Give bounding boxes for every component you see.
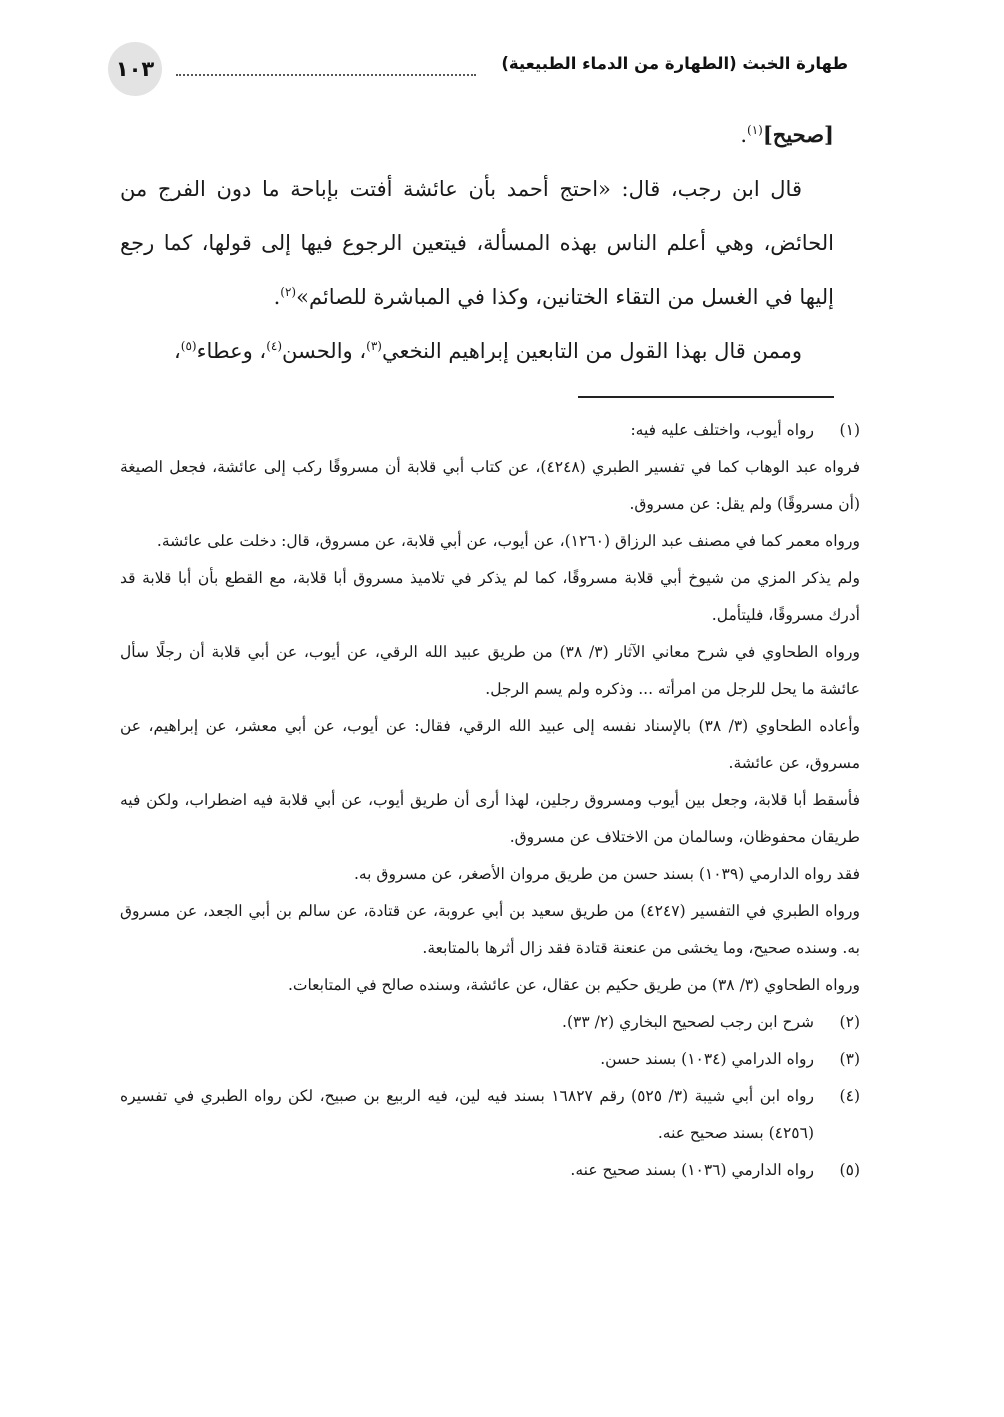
paragraph-text: قال ابن رجب، قال: «احتج أحمد بأن عائشة أفتت بإباحة ما دون الفرج من الحائض، وهي أعلم الناس بهذه المسألة، فيتعين الرجوع فيها إلى قولها، كما رجع إليها في الغسل من التقاء الختانين، وكذا في المباشرة للصائم» — [120, 177, 834, 309]
verdict-label: [صحيح] — [762, 122, 834, 147]
footnote-2 — [120, 1004, 860, 1041]
footnote-1-body — [120, 449, 860, 1004]
footnote-3 — [120, 1041, 860, 1078]
footnote-line: رواه ابن أبي شيبة (٣/ ٥٢٥) رقم ١٦٨٢٧ بسند فيه لين، فيه الربيع بن صبيح، لكن رواه الطبري في تفسيره (٤٢٥٦) بسند صحيح عنه. — [120, 1087, 814, 1142]
footnote-separator — [578, 396, 834, 398]
paragraph-text: ، وعطاء — [196, 339, 267, 363]
footnote-line: رواه الدرامي (١٠٣٤) بسند حسن. — [600, 1050, 814, 1068]
footnote-ref: (٢) — [280, 285, 297, 299]
footnote-line: ورواه الطبري في التفسير (٤٢٤٧) من طريق سعيد بن أبي عروبة، عن قتادة، عن سالم بن أبي الجعد، عن مسروق به. وسنده صحيح، وما يخشى من عنعنة قتادة فقد زال أثرها بالمتابعة. — [120, 902, 860, 957]
paragraph-text: ، والحسن — [282, 339, 367, 363]
paragraph-verdict — [120, 108, 834, 162]
footnote-line: وأعاده الطحاوي (٣/ ٣٨) بالإسناد نفسه إلى عبيد الله الرقي، فقال: عن أيوب، عن أبي معشر، عن إبراهيم، عن مسروق، عن عائشة. — [120, 717, 860, 772]
footnote-number: (٥) — [839, 1161, 860, 1179]
footnotes — [120, 412, 860, 1189]
header-dotted-leader — [176, 74, 476, 76]
footnote-line: ورواه معمر كما في مصنف عبد الرزاق (١٢٦٠)، عن أيوب، عن أبي قلابة، عن مسروق، قال: دخلت على عائشة. — [156, 532, 860, 550]
footnote-line: فرواه عبد الوهاب كما في تفسير الطبري (٤٢٤٨)، عن كتاب أبي قلابة أن مسروقًا ركب إلى عائشة، فجعل الصيغة (أن مسروقًا) ولم يقل: عن مسروق. — [120, 458, 860, 513]
footnote-1 — [120, 412, 860, 449]
main-text — [120, 108, 834, 378]
footnote-number: (٤) — [839, 1087, 860, 1105]
page-number-badge: ١٠٣ — [108, 42, 162, 96]
footnote-4 — [120, 1078, 860, 1152]
footnote-number: (٣) — [839, 1050, 860, 1068]
footnote-ref: (٣) — [366, 339, 382, 353]
punctuation: . — [273, 285, 281, 309]
paragraph-ibn-rajab — [120, 162, 834, 324]
footnote-line: فأسقط أبا قلابة، وجعل بين أيوب ومسروق رجلين، لهذا أرى أن طريق أيوب، عن أبي قلابة فيه اضطراب، ولكن فيه طريقان محفوظان، وسالمان من الاختلاف عن مسروق. — [120, 791, 860, 846]
footnote-line: رواه الدارمي (١٠٣٦) بسند صحيح عنه. — [570, 1161, 814, 1179]
page-header — [108, 42, 848, 98]
footnote-ref: (٥) — [180, 339, 197, 353]
footnote-line: ولم يذكر المزي من شيوخ أبي قلابة مسروقًا، كما لم يذكر في تلاميذ مسروق أبا قلابة، مع القطع بأن أبا قلابة قد أدرك مسروقًا، فليتأمل. — [120, 569, 860, 624]
footnote-line: ورواه الطحاوي (٣/ ٣٨) من طريق حكيم بن عقال، عن عائشة، وسنده صالح في المتابعات. — [287, 976, 860, 994]
running-title: طهارة الخبث (الطهارة من الدماء الطبيعية) — [501, 54, 848, 73]
footnote-ref: (٤) — [266, 339, 283, 353]
footnote-line: ورواه الطحاوي في شرح معاني الآثار (٣/ ٣٨) من طريق عبيد الله الرقي، عن أيوب، عن أبي قلابة أن رجلًا سأل عائشة ما يحل للرجل من امرأته ... وذكره ولم يسم الرجل. — [120, 643, 860, 698]
punctuation: . — [740, 123, 748, 147]
footnote-line: فقد رواه الدارمي (١٠٣٩) بسند حسن من طريق مروان الأصغر، عن مسروق به. — [353, 865, 860, 883]
punctuation: ، — [173, 339, 181, 363]
paragraph-tabiin — [120, 324, 834, 378]
footnote-line: شرح ابن رجب لصحيح البخاري (٢/ ٣٣). — [562, 1013, 814, 1031]
footnote-number: (١) — [839, 421, 860, 439]
footnote-line: رواه أيوب، واختلف عليه فيه: — [630, 421, 814, 439]
footnote-number: (٢) — [839, 1013, 860, 1031]
footnote-ref: (١) — [747, 123, 763, 137]
paragraph-text: وممن قال بهذا القول من التابعين إبراهيم النخعي — [381, 339, 802, 363]
footnote-5 — [120, 1152, 860, 1189]
